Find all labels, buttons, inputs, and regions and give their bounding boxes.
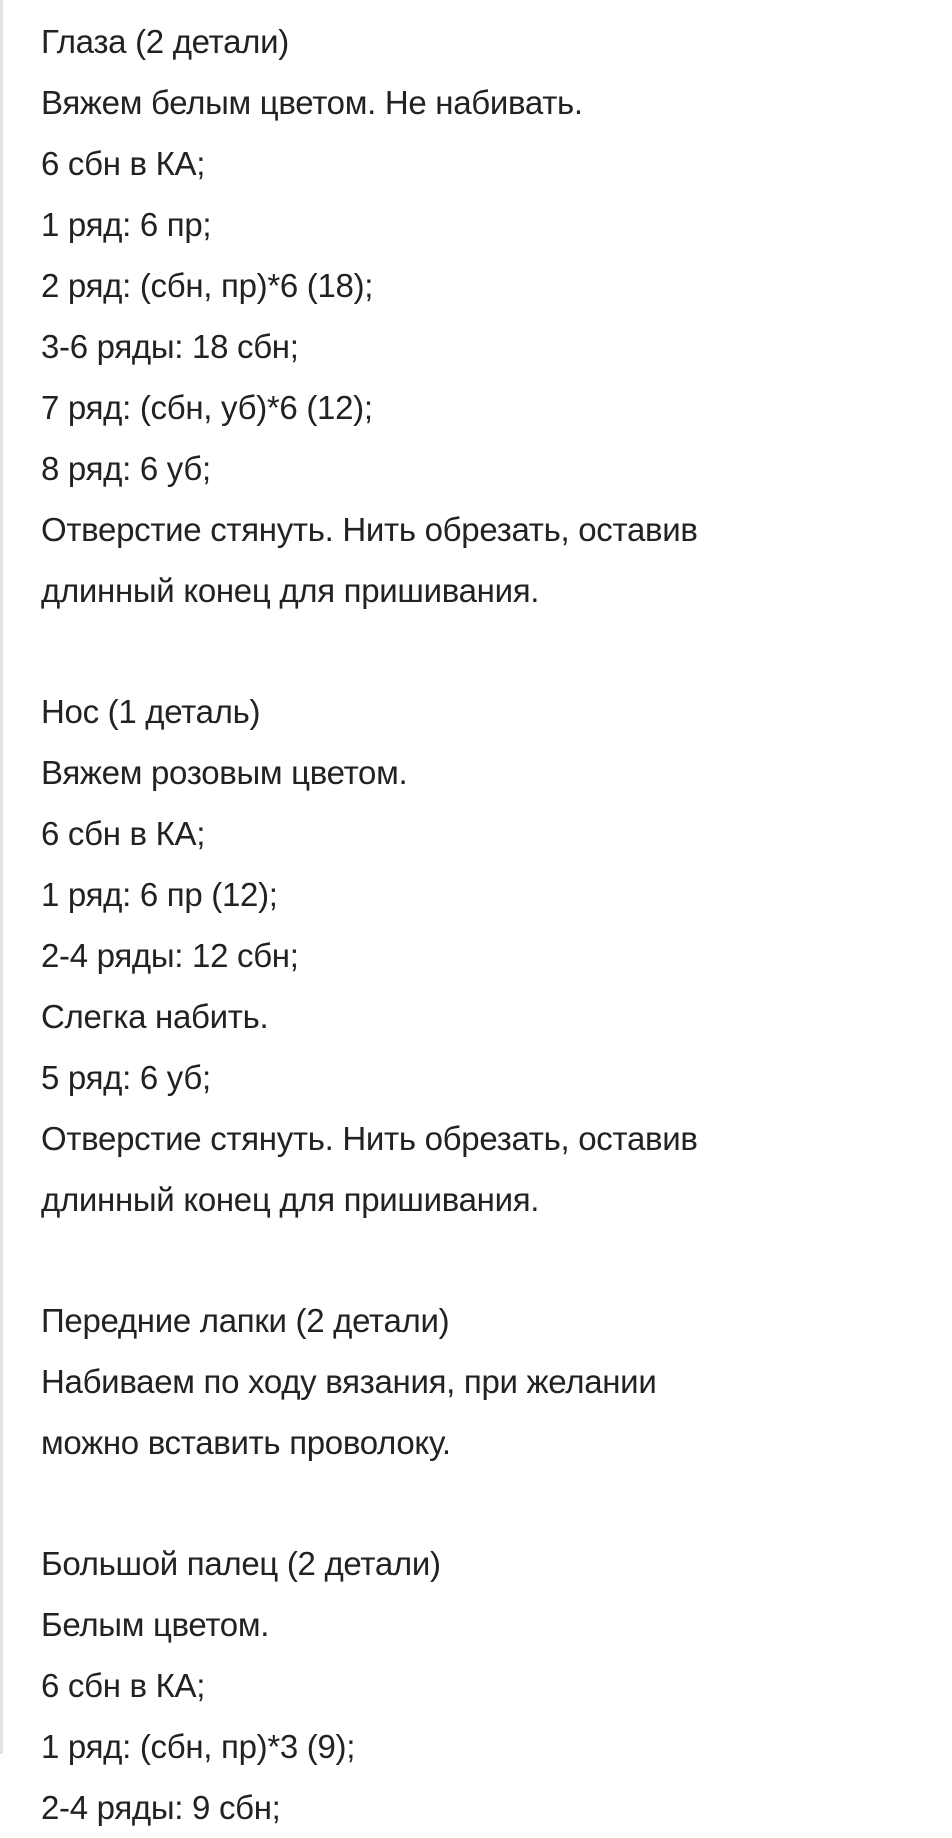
section-title: Нос (1 деталь)	[41, 693, 261, 730]
text-line: 1 ряд: (сбн, пр)*3 (9);	[41, 1728, 356, 1765]
section-eyes	[41, 11, 921, 621]
text-line: 2-4 ряды: 12 сбн;	[41, 937, 299, 974]
section-title: Передние лапки (2 детали)	[41, 1302, 450, 1339]
text-line: 3-6 ряды: 18 сбн;	[41, 328, 299, 365]
text-line: можно вставить проволоку.	[41, 1424, 451, 1461]
text-line: 6 сбн в КА;	[41, 1667, 206, 1704]
text-line: 6 сбн в КА;	[41, 145, 206, 182]
text-line: 1 ряд: 6 пр;	[41, 206, 212, 243]
spacer	[41, 1473, 921, 1533]
text-line: Вяжем розовым цветом.	[41, 754, 408, 791]
section-title: Глаза (2 детали)	[41, 23, 289, 60]
text-line: длинный конец для пришивания.	[41, 1181, 540, 1218]
text-line: 2-4 ряды: 9 сбн;	[41, 1789, 281, 1826]
text-line: 5 ряд: 6 уб;	[41, 1059, 211, 1096]
text-line: 6 сбн в КА;	[41, 815, 206, 852]
spacer	[41, 621, 921, 681]
section-title: Большой палец (2 детали)	[41, 1545, 441, 1582]
text-line: 7 ряд: (сбн, уб)*6 (12);	[41, 389, 373, 426]
text-line: Вяжем белым цветом. Не набивать.	[41, 84, 583, 121]
text-line: Отверстие стянуть. Нить обрезать, оставив	[41, 1120, 698, 1157]
document-body	[41, 11, 921, 1838]
text-line: Слегка набить.	[41, 998, 269, 1035]
section-front-paws	[41, 1290, 921, 1473]
spacer	[41, 1230, 921, 1290]
text-line: 2 ряд: (сбн, пр)*6 (18);	[41, 267, 374, 304]
text-line: 8 ряд: 6 уб;	[41, 450, 211, 487]
section-nose	[41, 681, 921, 1230]
section-thumb	[41, 1533, 921, 1838]
text-line: длинный конец для пришивания.	[41, 572, 540, 609]
text-line: Набиваем по ходу вязания, при желании	[41, 1363, 657, 1400]
text-line: Белым цветом.	[41, 1606, 270, 1643]
text-line: Отверстие стянуть. Нить обрезать, оставив	[41, 511, 698, 548]
left-border	[0, 0, 3, 1754]
text-line: 1 ряд: 6 пр (12);	[41, 876, 278, 913]
